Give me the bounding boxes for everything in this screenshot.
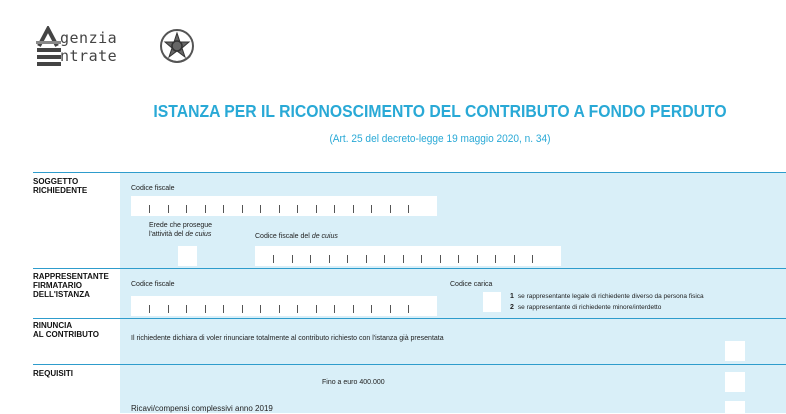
ricavi-checkbox[interactable] (725, 401, 745, 413)
page-subtitle: (Art. 25 del decreto-legge 19 maggio 2020, n. 34) (329, 133, 551, 145)
fino-400000-checkbox[interactable] (725, 372, 745, 392)
section-label-rappresentante: RAPPRESENTANTE FIRMATARIO DELL'ISTANZA (33, 272, 109, 299)
section-label-requisiti: REQUISITI (33, 369, 74, 378)
codice-carica-input[interactable] (483, 292, 501, 312)
section-divider (33, 364, 786, 365)
rappresentante-codice-fiscale-label: Codice fiscale (131, 281, 175, 288)
section-divider (33, 318, 786, 319)
erede-label: Erede che prosegue l'attività del de cuius (149, 222, 213, 238)
rinuncia-checkbox[interactable] (725, 341, 745, 361)
codice-fiscale-input[interactable] (131, 196, 437, 216)
fino-400000-label: Fino a euro 400.000 (322, 379, 385, 386)
codice-carica-label: Codice carica (450, 281, 493, 288)
codice-fiscale-de-cuius-input[interactable] (255, 246, 561, 266)
logo-text-entrate: ntrate (60, 47, 118, 65)
section-label-rinuncia: RINUNCIA AL CONTRIBUTO (33, 321, 99, 339)
codice-fiscale-de-cuius-label: Codice fiscale del de cuius (255, 233, 338, 240)
page-title: ISTANZA PER IL RICONOSCIMENTO DEL CONTRIBUTO A FONDO PERDUTO (153, 101, 727, 121)
logo-text-agenzia: genzia (60, 29, 118, 47)
rappresentante-codice-fiscale-input[interactable] (131, 296, 437, 316)
codice-carica-option-2: 2 se rappresentante di richiedente minore/interdetto (510, 304, 662, 311)
codice-fiscale-label: Codice fiscale (131, 185, 175, 192)
rinuncia-text: Il richiedente dichiara di voler rinunciare totalmente al contributo richiesto con l'istanza già presentata (131, 335, 444, 342)
ricavi-label: Ricavi/compensi complessivi anno 2019 (131, 404, 273, 413)
section-divider (33, 268, 786, 269)
section-label-soggetto: SOGGETTO RICHIEDENTE (33, 177, 88, 195)
italian-republic-emblem-icon (158, 26, 196, 68)
codice-carica-option-1: 1 se rappresentante legale di richiedente diverso da persona fisica (510, 293, 704, 300)
section-divider (33, 172, 786, 173)
erede-checkbox[interactable] (178, 246, 197, 266)
